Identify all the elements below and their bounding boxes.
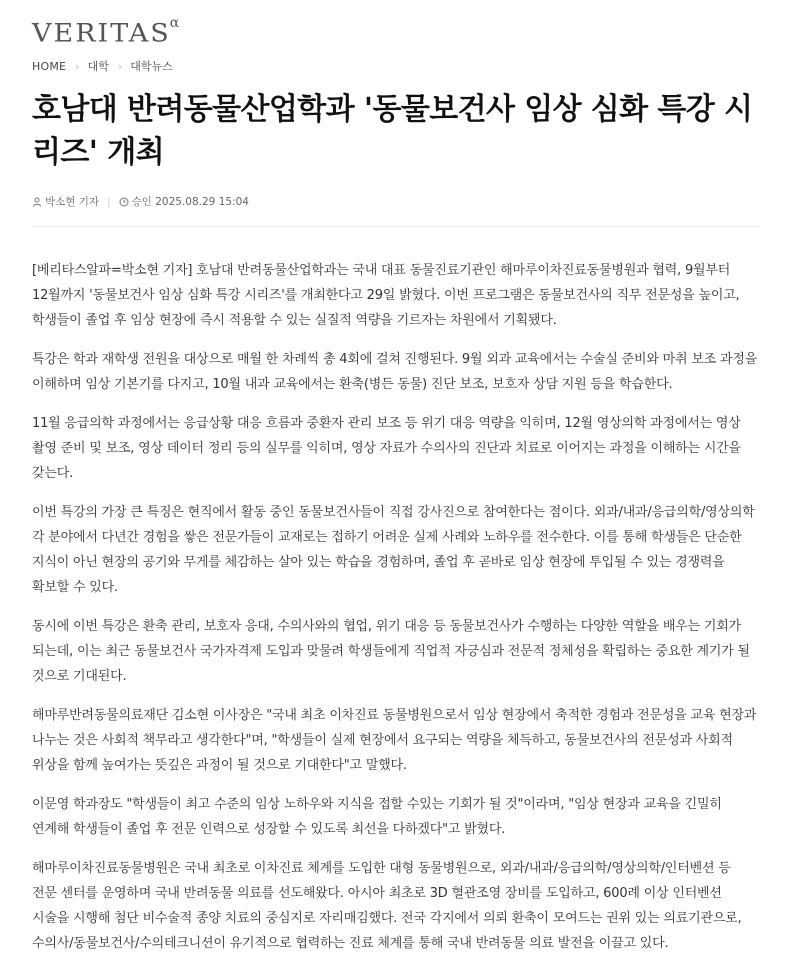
article-paragraph: 해마루반려동물의료재단 김소현 이사장은 "국내 최초 이차진료 동물병원으로서 임상 현장에서 축적한 경험과 전문성을 교육 현장과 나누는 것은 사회적 책무라고 생각한다"며, "학생들이 실제 현장에서 요구되는 역량을 체득하고, 동물보건사의 전문성과 사회적 위상을 함께 높여가는 뜻깊은 과정이 될 것으로 기대한다"고 말했다. bbox=[32, 708, 757, 773]
site-logo[interactable] bbox=[32, 15, 180, 58]
breadcrumb bbox=[32, 58, 173, 74]
breadcrumb-university-news[interactable]: 대학뉴스 bbox=[130, 60, 173, 73]
article-paragraph: 이문영 학과장도 "학생들이 최고 수준의 임상 노하우와 지식을 접할 수있는 기회가 될 것"이라며, "임상 현장과 교육을 긴밀히 연계해 학생들이 졸업 후 전문 인력으로 성장할 수 있도록 최선을 다하겠다"고 밝혔다. bbox=[32, 797, 722, 837]
publish-date: 승인 2025.08.29 15:04 bbox=[131, 196, 249, 208]
article-paragraph: 이번 특강의 가장 큰 특징은 현직에서 활동 중인 동물보건사들이 직접 강사진으로 참여한다는 점이다. 외과/내과/응급의학/영상의학 각 분야에서 다년간 경험을 쌓은 전문가들이 교재로는 접하기 어려운 실제 사례와 노하우를 전수한다. 이를 통해 학생들은 단순한 지식이 아닌 현장의 공기와 무게를 체감하는 살아 있는 학습을 경험하며, 졸업 후 곧바로 임상 현장에 투입될 수 있는 경쟁력을 확보할 수 있다. bbox=[32, 505, 755, 595]
user-icon bbox=[32, 197, 42, 207]
meta-divider: | bbox=[107, 195, 111, 208]
article-body bbox=[32, 258, 758, 970]
chevron-right-icon: › bbox=[117, 59, 123, 73]
logo-alpha-mark: α bbox=[169, 15, 180, 31]
article-paragraph: 해마루이차진료동물병원은 국내 최초로 이차진료 체계를 도입한 대형 동물병원으로, 외과/내과/응급의학/영상의학/인터벤션 등 전문 센터를 운영하며 국내 반려동물 의료를 선도해왔다. 아시아 최초로 3D 혈관조영 장비를 도입하고, 600례 이상 인터벤션 시술을 시행해 첨단 비수술적 종양 치료의 중심지로 자리매김했다. 전국 각지에서 의뢰 환축이 모여드는 권위 있는 의료기관으로, 수의사/동물보건사/수의테크니션이 유기적으로 협력하는 진료 체계를 통해 국내 반려동물 의료 발전을 이끌고 있다. bbox=[32, 861, 742, 951]
article-paragraph: 동시에 이번 특강은 환축 관리, 보호자 응대, 수의사와의 협업, 위기 대응 등 동물보건사가 수행하는 다양한 역할을 배우는 기회가 되는데, 이는 최근 동물보건사 국가자격제 도입과 맞물려 학생들에게 직업적 자긍심과 전문적 정체성을 확립하는 중요한 계기가 될 것으로 기대된다. bbox=[32, 619, 750, 684]
article-title: 호남대 반려동물산업학과 '동물보건사 임상 심화 특강 시리즈' 개최 bbox=[32, 92, 753, 170]
article-paragraph: 특강은 학과 재학생 전원을 대상으로 매월 한 차례씩 총 4회에 걸쳐 진행된다. 9월 외과 교육에서는 수술실 준비와 마취 보조 과정을 이해하며 임상 기본기를 다지고, 10월 내과 교육에서는 환축(병든 동물) 진단 보조, 보호자 상담 지원 등을 학습한다. bbox=[32, 352, 758, 392]
chevron-right-icon: › bbox=[75, 59, 80, 73]
article-meta bbox=[32, 194, 249, 209]
article-paragraph: 11월 응급의학 과정에서는 응급상황 대응 흐름과 중환자 관리 보조 등 위기 대응 역량을 익히며, 12월 영상의학 과정에서는 영상 촬영 준비 및 보조, 영상 데이터 정리 등의 실무를 익히며, 영상 자료가 수의사의 진단과 치료로 이어지는 과정을 이해하는 시간을 갖는다. bbox=[32, 416, 741, 481]
header-divider bbox=[32, 226, 758, 227]
breadcrumb-home[interactable]: HOME bbox=[32, 59, 67, 73]
author-name[interactable]: 박소현 기자 bbox=[45, 196, 100, 208]
clock-icon bbox=[119, 197, 129, 207]
logo-text: VERITAS bbox=[32, 18, 171, 49]
breadcrumb-university[interactable]: 대학 bbox=[87, 60, 109, 73]
article-paragraph: [베리타스알파=박소현 기자] 호남대 반려동물산업학과는 국내 대표 동물진료기관인 해마루이차진료동물병원과 협력, 9월부터 12월까지 '동물보건사 임상 심화 특강 시리즈'를 개최한다고 29일 밝혔다. 이번 프로그램은 동물보건사의 직무 전문성을 높이고, 학생들이 졸업 후 임상 현장에 즉시 적용할 수 있는 실질적 역량을 기르자는 차원에서 기획됐다. bbox=[32, 263, 740, 328]
